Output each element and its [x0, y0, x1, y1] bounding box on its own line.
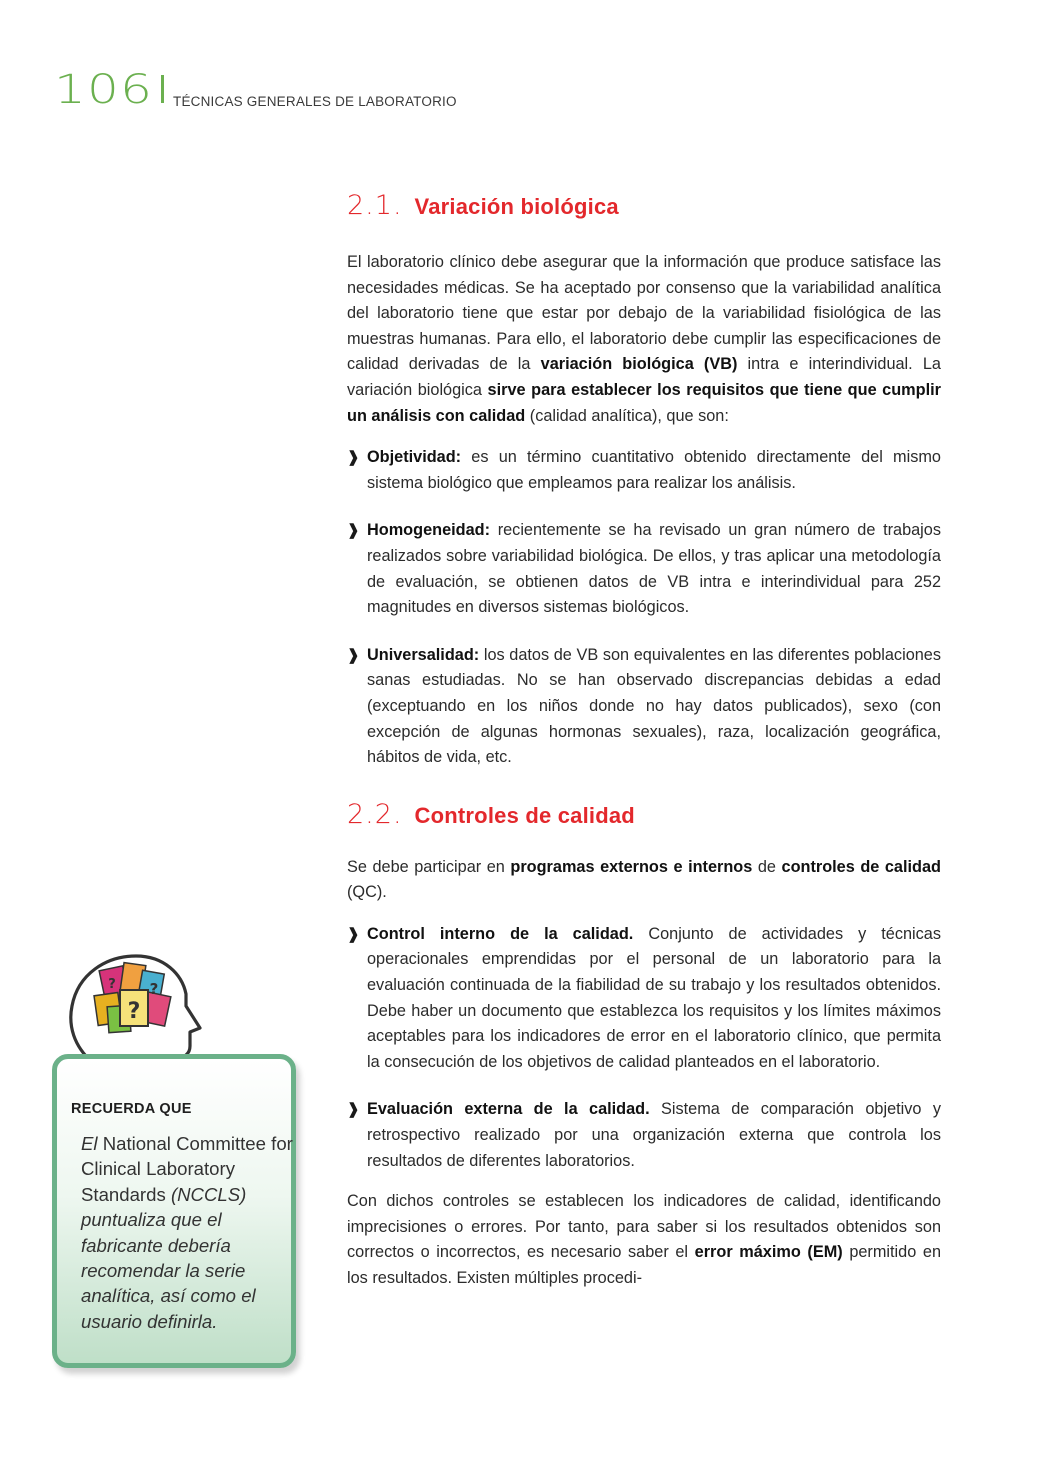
bold-text: Objetividad:: [367, 448, 462, 467]
callout-text: El National Committee for Clinical Laboratory Standards (NCCLS) puntualiza que el fabricante debería recomendar la serie analítica, así como el usuario definirla.: [81, 1133, 293, 1332]
running-title: TÉCNICAS GENERALES DE LABORATORIO: [173, 94, 457, 109]
section-number: 2.1.: [347, 190, 403, 221]
bold-text: Universalidad:: [367, 645, 480, 664]
bold-text: programas externos e internos: [510, 857, 753, 876]
bold-text: Control interno de la calidad.: [367, 924, 634, 943]
list-item: ❱ Homogeneidad: recientemente se ha revisado un gran número de trabajos realizados sobre variabilidad biológica. De ellos, y tras aplicar una metodología de evaluación, se obtienen datos de VB intra e interindividual para 252 magnitudes en diversos sistemas biológicos.: [347, 518, 941, 620]
bold-text: sirve para establecer los requisitos que tiene que cumplir un análisis con calidad: [347, 380, 941, 425]
section-title: Variación biológica: [414, 194, 619, 219]
bullet-arrow-icon: ❱: [347, 522, 360, 540]
section-heading-controles: [347, 799, 941, 830]
section-number: 2.2.: [347, 798, 403, 830]
section-title: Controles de calidad: [414, 802, 635, 828]
italic-text: (NCCLS) puntualiza que el fabricante debería recomendar la serie analítica, así como el usuario definirla.: [81, 1183, 256, 1332]
callout-title: RECUERDA QUE: [71, 1101, 192, 1117]
svg-text:?: ?: [149, 980, 159, 998]
bold-text: controles de calidad: [781, 857, 941, 876]
reminder-sidebar: [52, 950, 302, 1372]
bold-text: Homogeneidad:: [367, 521, 491, 540]
list-item: ❱ Universalidad: los datos de VB son equivalentes en las diferentes poblaciones sanas estudiadas. No se han observado discrepancias debidas a edad (exceptuando en los niños donde no hay datos publicados), sexo (con excepción de algunas hormonas sexuales), raza, localización geográfica, hábitos de vida, etc.: [347, 643, 941, 771]
section-heading-variacion: [347, 190, 941, 221]
list-item: ❱ Control interno de la calidad. Conjunto de actividades y técnicas operacionales emprendidas por el personal de un laboratorio para la evaluación continuada de la fiabilidad de su trabajo y los resultados obtenidos. Debe haber un documento que establezca los requisitos y los límites máximos aceptables para los indicadores de error en el laboratorio clínico, que permita la consecución de los objetivos de calidad planteados en el laboratorio.: [347, 922, 941, 1076]
quality-control-list: [347, 922, 941, 1174]
page-number: 106: [54, 67, 154, 113]
bullet-arrow-icon: ❱: [347, 646, 360, 664]
callout-box: [52, 1054, 296, 1368]
main-column: [347, 190, 941, 1292]
bold-text: variación biológica (VB): [540, 355, 738, 374]
bold-text: Evaluación externa de la calidad.: [367, 1100, 650, 1119]
closing-paragraph: Con dichos controles se establecen los indicadores de calidad, identificando imprecisiones o errores. Por tanto, para saber si los resultados obtenidos son correctos o incorrectos, es necesario saber el error máximo (EM) permitido en los resultados. Existen múltiples procedi-: [347, 1192, 942, 1287]
bullet-arrow-icon: ❱: [347, 1101, 360, 1119]
quality-criteria-list: [347, 445, 941, 771]
section-intro-paragraph: Se debe participar en programas externos e internos de controles de calidad (QC).: [347, 857, 941, 902]
list-item: ❱ Objetividad: es un término cuantitativo obtenido directamente del mismo sistema biológico que empleamos para realizar los análisis.: [347, 445, 941, 496]
list-item: ❱ Evaluación externa de la calidad. Sistema de comparación objetivo y retrospectivo realizado por una organización externa que controla los resultados de diferentes laboratorios.: [347, 1097, 941, 1174]
header-divider: [161, 75, 164, 103]
section-intro-paragraph: El laboratorio clínico debe asegurar que la información que produce satisface las necesidades médicas. Se ha aceptado por consenso que la variabilidad analítica del laboratorio tiene que estar por debajo de la variabilidad fisiológica de las muestras humanas. Para ello, el laboratorio debe cumplir las especificaciones de calidad derivadas de la variación biológica (VB) intra e interindividual. La variación biológica sirve para establecer los requisitos que tiene que cumplir un análisis con calidad (calidad analítica), que son:: [347, 253, 941, 425]
italic-text: El: [81, 1133, 98, 1154]
bold-text: error máximo (EM): [694, 1243, 843, 1262]
svg-text:?: ?: [108, 977, 116, 992]
bullet-arrow-icon: ❱: [347, 449, 360, 467]
bullet-arrow-icon: ❱: [347, 925, 360, 943]
svg-text:?: ?: [127, 999, 141, 1024]
